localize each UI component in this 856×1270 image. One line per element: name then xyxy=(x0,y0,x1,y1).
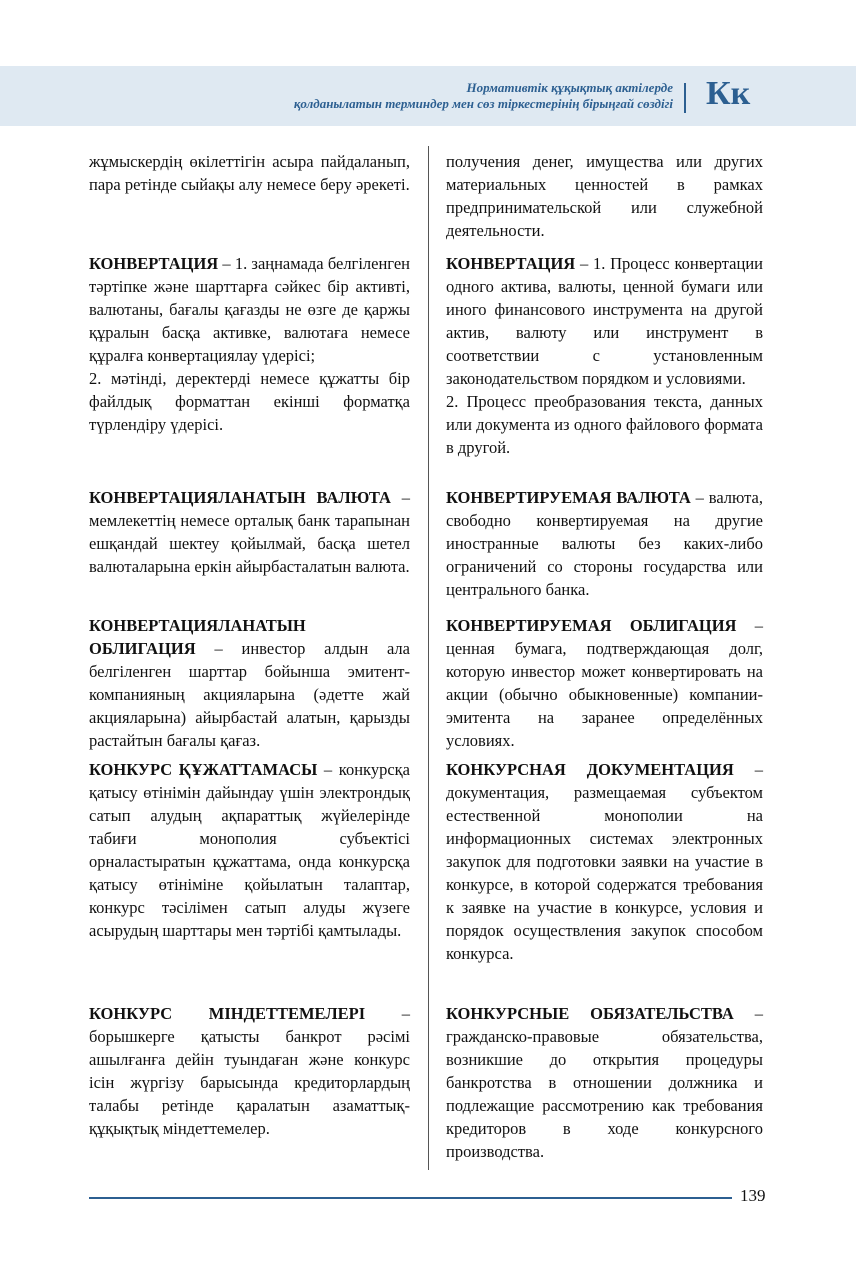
dictionary-title xyxy=(294,80,673,112)
entry-definition: – мемлекеттің немесе орталық банк тарапынан ешқандай шектеу қойылмай, басқа шетел валюталарына еркін айырбасталатын валюта. xyxy=(89,488,410,576)
page-header xyxy=(0,66,856,126)
entry-term: КОНВЕРТИРУЕМАЯ ОБЛИГАЦИЯ xyxy=(446,616,737,635)
entry-definition: – инвестор алдын ала белгіленген шарттар бойынша эмитент-компанияның акцияларына (әдетте жай акцияларына) айырбастай алатын, қарызды растайтын бағалы қағаз. xyxy=(89,639,410,750)
entry-term: КОНКУРСНАЯ ДОКУМЕНТАЦИЯ xyxy=(446,760,734,779)
russian-entry-convertible-bond xyxy=(446,614,763,752)
kazakh-entry-tender-documentation xyxy=(89,758,410,942)
dictionary-title-line-2: қолданылатын терминдер мен сөз тіркестерінің бірыңғай сөздігі xyxy=(293,96,673,111)
entry-definition-part-2: 2. мәтінді, деректерді немесе құжатты бір файлдық форматтан екінші форматқа түрлендіру үдерісі. xyxy=(89,369,410,434)
entry-definition-part-2: 2. Процесс преобразования текста, данных или документа из одного файлового формата в другой. xyxy=(446,392,763,457)
entry-term: КОНКУРС МІНДЕТТЕМЕЛЕРІ xyxy=(89,1004,366,1023)
dictionary-body xyxy=(0,150,856,1170)
entry-definition: – 1. Процесс конвертации одного актива, валюты, ценной бумаги или иного финансового инструмента на другой актив, валюту или инструмент в соответствии с установленным законодательством порядком и условиями. xyxy=(446,254,763,388)
russian-entry-tender-documentation xyxy=(446,758,763,965)
entry-definition: – ценная бумага, подтверждающая долг, которую инвестор может конвертировать на акции (обычно обыкновенные) компании-эмитента на заранее определённых условиях. xyxy=(446,616,764,750)
entry-definition: – борышкерге қатысты банкрот рәсімі ашылғанға дейін туындаған және конкурс ісін жүргізу барысында кредиторлардың талабы ретінде қаралатын азаматтық-құқықтық міндеттемелер. xyxy=(89,1004,410,1138)
russian-entry-bankruptcy-obligations xyxy=(446,1002,763,1163)
entry-definition: – документация, размещаемая субъектом естественной монополии на информационных системах электронных закупок для подготовки заявки на участие в конкурсе, в которой содержатся требования к заявке на участие в конкурсе, условия и порядок осуществления закупок способом конкурса. xyxy=(446,760,764,963)
entry-definition: жұмыскердің өкілеттігін асыра пайдаланып, пара ретінде сыйақы алу немесе беру әрекеті. xyxy=(89,152,410,194)
entry-definition: получения денег, имущества или других материальных ценностей в рамках предпринимательской или служебной деятельности. xyxy=(446,152,763,240)
kazakh-entry-konvertible-currency xyxy=(89,486,410,578)
footer-rule xyxy=(89,1197,732,1199)
section-letter: Кк xyxy=(706,75,751,112)
kazakh-entry-bankruptcy-obligations xyxy=(89,1002,410,1140)
russian-entry-convertible-currency xyxy=(446,486,763,601)
entry-term: КОНВЕРТАЦИЯ xyxy=(89,254,219,273)
russian-entry-continuation xyxy=(446,150,763,242)
entry-definition: – конкурсқа қатысу өтінімін дайындау үшін электрондық сатып алудың ақпараттық жүйелерінде табиғи монополия субъектісі орналастыратын құжаттама, онда конкурсқа қатысу өтініміне қойылатын талаптар, конкурс тәсілімен сатып алуды жүзеге асырудың шарттары мен тәртібі қамтылады. xyxy=(89,760,410,940)
kazakh-entry-continuation xyxy=(89,150,410,196)
entry-term: КОНВЕРТАЦИЯ xyxy=(446,254,576,273)
entry-term: КОНВЕРТАЦИЯЛАНАТЫН ОБЛИГАЦИЯ xyxy=(89,616,306,658)
kazakh-entry-konvertatsiya xyxy=(89,252,410,436)
header-separator xyxy=(684,83,686,113)
entry-term: КОНВЕРТАЦИЯЛАНАТЫН ВАЛЮТА xyxy=(89,488,391,507)
entry-term: КОНКУРСНЫЕ ОБЯЗАТЕЛЬСТВА xyxy=(446,1004,734,1023)
russian-entry-konvertatsiya xyxy=(446,252,763,459)
kazakh-entry-konvertible-bond xyxy=(89,614,410,752)
entry-term: КОНВЕРТИРУЕМАЯ ВАЛЮТА xyxy=(446,488,691,507)
entry-definition: – валюта, свободно конвертируемая на другие иностранные валюты без каких-либо ограничений со стороны государства или центрального банка. xyxy=(446,488,764,599)
page-number: 139 xyxy=(740,1186,766,1205)
entry-term: КОНКУРС ҚҰЖАТТАМАСЫ xyxy=(89,760,318,779)
entry-definition: – гражданско-правовые обязательства, возникшие до открытия процедуры банкротства в отношении должника и подлежащие рассмотрению как требования кредиторов в ходе конкурсного производства. xyxy=(446,1004,763,1161)
dictionary-title-line-1: Нормативтік құқықтық актілерде xyxy=(466,80,673,95)
entry-definition: – 1. заңнамада белгіленген тәртіпке және шарттарға сәйкес бір активті, валютаны, бағалы қағазды не өзге де қаржы құралын басқа активке, валютаға немесе құралға конвертациялау үдерісі; xyxy=(89,254,410,365)
